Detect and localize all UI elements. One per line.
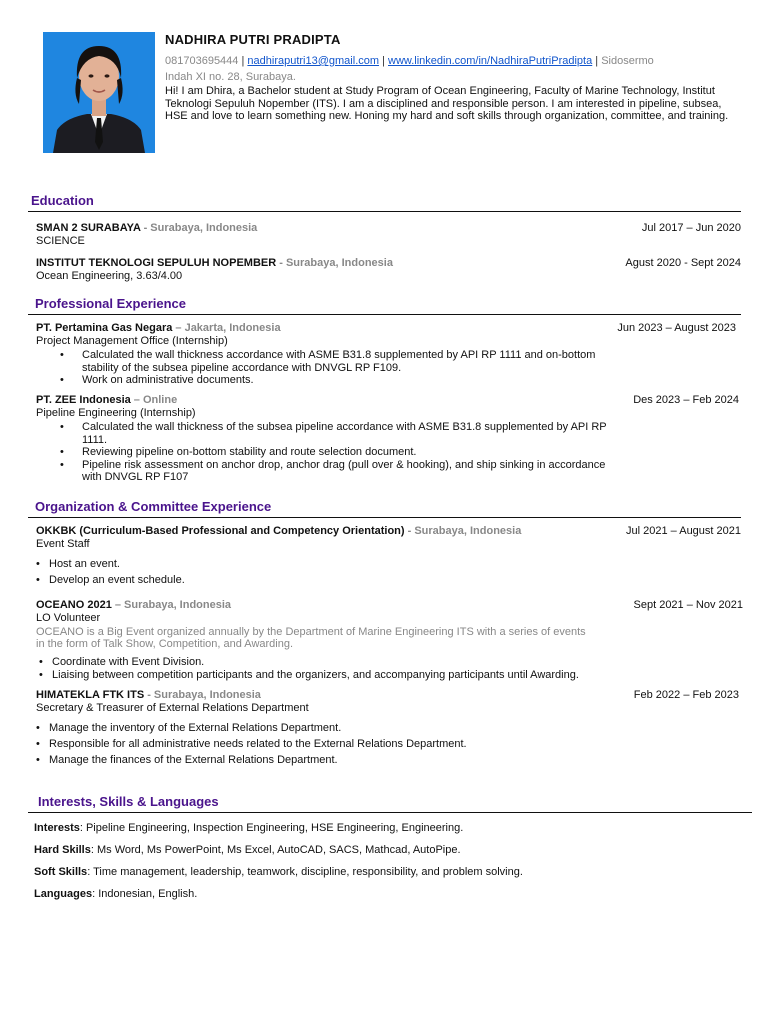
skills-row-languages — [34, 888, 734, 901]
address-line1: Sidosermo — [601, 55, 654, 67]
education-detail: Ocean Engineering, 3.63/4.00 — [36, 270, 183, 282]
address-line2: Indah XI no. 28, Surabaya. — [165, 71, 296, 83]
organization-date: Jul 2021 – August 2021 — [626, 525, 741, 537]
organization-date: Sept 2021 – Nov 2021 — [633, 599, 743, 611]
bullet-item: • Manage the finances of the External Relations Department. — [49, 754, 669, 766]
school-location: - Surabaya, Indonesia — [140, 222, 258, 234]
bullet-item: • Host an event. — [49, 558, 649, 570]
skills-list — [34, 822, 734, 910]
candidate-name: NADHIRA PUTRI PRADIPTA — [165, 32, 341, 47]
skills-value: : Indonesian, English. — [92, 888, 198, 900]
linkedin-link[interactable]: www.linkedin.com/in/NadhiraPutriPradipta — [388, 55, 593, 67]
bullet-item: • Liaising between competition participants and the organizers, and accompanying participants until Awarding. — [52, 669, 672, 682]
school-location: - Surabaya, Indonesia — [276, 257, 393, 269]
education-item — [36, 257, 741, 283]
skills-label: Soft Skills — [34, 866, 88, 878]
profile-photo — [43, 32, 155, 153]
summary-text: Hi! I am Dhira, a Bachelor student at Study Program of Ocean Engineering, Faculty of Marine Technology, Institut Teknologi Sepuluh Nopember (ITS). I am a disciplined and responsible person. I am interested in pipeline, subsea, HSE and love to learn something new. Honing my hard and soft skills through organization, committee, and training. — [165, 85, 729, 123]
skills-label: Hard Skills — [34, 844, 91, 856]
education-section-title: Education — [31, 193, 94, 208]
company-name: PT. ZEE Indonesia — [36, 394, 131, 406]
skills-value: : Pipeline Engineering, Inspection Engineering, HSE Engineering, Engineering. — [79, 822, 464, 834]
bullet-item: • Reviewing pipeline on-bottom stability and route selection document. — [82, 446, 622, 459]
bullet-item: • Work on administrative documents. — [82, 374, 597, 387]
bullet-item: • Calculated the wall thickness accordance with ASME B31.8 supplemented by API RP 1111 and on-bottom stability of the subsea pipeline accordance with DNVGL RP F109. — [82, 349, 597, 374]
organization-role: Secretary & Treasurer of External Relations Department — [36, 702, 309, 714]
skills-row-soft-skills — [34, 866, 734, 879]
school-name: INSTITUT TEKNOLOGI SEPULUH NOPEMBER — [36, 257, 277, 269]
organization-location: - Surabaya, Indonesia — [144, 689, 261, 701]
experience-bullets — [82, 421, 622, 484]
organization-bullets — [49, 558, 649, 590]
organization-bullets — [49, 722, 669, 770]
job-role: Project Management Office (Internship) — [36, 335, 228, 347]
experience-item — [36, 394, 739, 420]
email-link[interactable]: nadhiraputri13@gmail.com — [247, 55, 380, 67]
skills-label: Languages — [34, 888, 93, 900]
organization-item — [36, 689, 739, 715]
phone-number: 081703695444 — [165, 55, 239, 67]
company-location: – Jakarta, Indonesia — [172, 322, 281, 334]
bullet-item: • Responsible for all administrative needs related to the External Relations Department. — [49, 738, 669, 750]
skills-divider — [28, 812, 752, 813]
company-location: – Online — [130, 394, 178, 406]
bullet-item: • Pipeline risk assessment on anchor drop, anchor drag (pull over & hooking), and ship sinking in accordance with DNVGL RP F107 — [82, 459, 622, 484]
education-date: Jul 2017 – Jun 2020 — [641, 222, 741, 234]
organization-description: OCEANO is a Big Event organized annually by the Department of Marine Engineering ITS with a series of events in the form of Talk Show, Competition, and Awarding. — [36, 626, 586, 650]
experience-date: Des 2023 – Feb 2024 — [633, 394, 739, 406]
skills-section-title: Interests, Skills & Languages — [38, 794, 219, 809]
education-detail: SCIENCE — [36, 235, 85, 247]
bullet-item: • Develop an event schedule. — [49, 574, 649, 586]
job-role: Pipeline Engineering (Internship) — [36, 407, 196, 419]
experience-date: Jun 2023 – August 2023 — [617, 322, 736, 334]
company-name: PT. Pertamina Gas Negara — [36, 322, 173, 334]
skills-row-hard-skills — [34, 844, 734, 857]
organization-item — [36, 599, 743, 625]
experience-item — [36, 322, 736, 348]
bullet-item: • Manage the inventory of the External Relations Department. — [49, 722, 669, 734]
experience-divider — [28, 314, 741, 315]
education-item — [36, 222, 741, 248]
organization-section-title: Organization & Committee Experience — [35, 499, 272, 514]
organization-divider — [28, 517, 741, 518]
skills-value: : Time management, leadership, teamwork, discipline, responsibility, and problem solving. — [87, 866, 523, 878]
school-name: SMAN 2 SURABAYA — [36, 222, 141, 234]
organization-role: Event Staff — [36, 538, 90, 550]
organization-item — [36, 525, 741, 551]
experience-bullets — [82, 349, 597, 387]
skills-value: : Ms Word, Ms PowerPoint, Ms Excel, AutoCAD, SACS, Mathcad, AutoPipe. — [90, 844, 461, 856]
organization-name: OCEANO 2021 — [36, 599, 112, 611]
organization-bullets — [52, 656, 672, 682]
education-divider — [28, 211, 741, 212]
bullet-item: • Calculated the wall thickness of the subsea pipeline accordance with ASME B31.8 supplemented by API RP 1111. — [82, 421, 622, 446]
organization-date: Feb 2022 – Feb 2023 — [633, 689, 739, 701]
organization-name: OKKBK (Curriculum-Based Professional and Competency Orientation) — [36, 525, 405, 537]
portrait-illustration — [43, 32, 155, 153]
organization-location: – Surabaya, Indonesia — [111, 599, 232, 611]
skills-row-interests — [34, 822, 734, 835]
skills-label: Interests — [34, 822, 80, 834]
organization-location: - Surabaya, Indonesia — [404, 525, 522, 537]
organization-role: LO Volunteer — [36, 612, 101, 624]
bullet-item: • Coordinate with Event Division. — [52, 656, 672, 669]
experience-section-title: Professional Experience — [35, 296, 187, 311]
education-date: Agust 2020 - Sept 2024 — [625, 257, 741, 269]
contact-info: 081703695444 | nadhiraputri13@gmail.com | www.linkedin.com/in/NadhiraPutriPradipta | Sidosermo Indah XI no. 28, Surabaya. — [165, 55, 654, 83]
organization-name: HIMATEKLA FTK ITS — [36, 689, 145, 701]
